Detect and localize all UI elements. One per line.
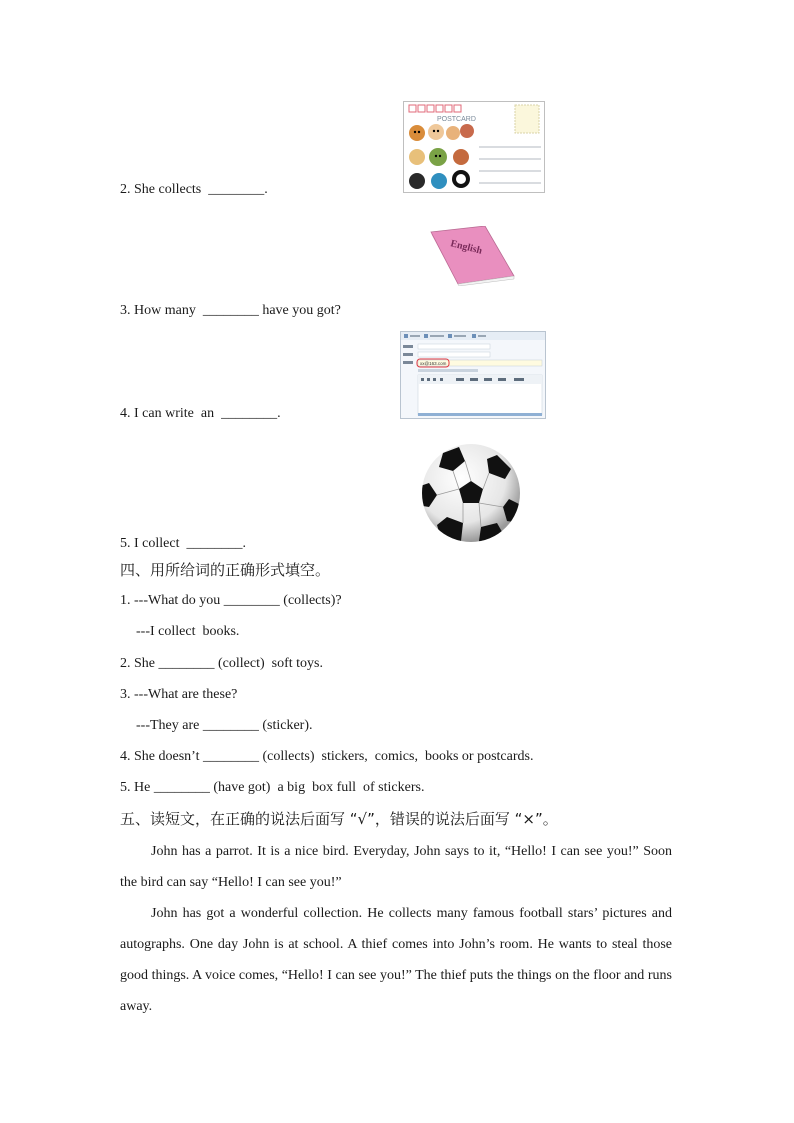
exercise-line: 1. ---What do you ________ (collects)?	[120, 593, 342, 608]
exercise-line: 5. He ________ (have got) a big box full of stickers.	[120, 780, 425, 795]
exercise-line: ---I collect books.	[136, 624, 240, 639]
postcard-label: POSTCARD	[437, 116, 476, 123]
postcard-picture	[403, 101, 545, 193]
exercise-line: ---They are ________ (sticker).	[136, 718, 313, 733]
question-3: 3. How many ________ have you got?	[120, 303, 341, 318]
cartoon-faces	[409, 124, 474, 189]
question-2: 2. She collects ________.	[120, 182, 268, 197]
question-5: 5. I collect ________.	[120, 536, 246, 551]
reading-passage	[120, 836, 672, 1022]
email-address: xx@163.com	[420, 361, 447, 366]
passage-paragraph: John has got a wonderful collection. He collects many famous football stars’ pictures and autographs. One day John is at school. A thief comes into John’s room. He wants to steal those good things. A voice comes, “Hello! I can see you!” The thief puts the things on the floor and runs away.	[120, 906, 672, 1014]
notebook-picture	[428, 226, 516, 286]
notebook-label: English	[449, 238, 484, 257]
email-window-picture	[400, 331, 546, 419]
exercise-line: 3. ---What are these?	[120, 687, 238, 702]
part-four-heading: 四、用所给词的正确形式填空。	[120, 561, 331, 579]
part-five-heading: 五、读短文，在正确的说法后面写 “√”，错误的说法后面写 “×”。	[120, 810, 558, 828]
football-picture	[421, 443, 521, 543]
passage-paragraph: John has a parrot. It is a nice bird. Everyday, John says to it, “Hello! I can see you!” Soon the bird can say “Hello! I can see you!”	[120, 844, 672, 890]
exercise-line: 4. She doesn’t ________ (collects) stickers, comics, books or postcards.	[120, 749, 534, 764]
question-4: 4. I can write an ________.	[120, 406, 281, 421]
exercise-line: 2. She ________ (collect) soft toys.	[120, 656, 323, 671]
